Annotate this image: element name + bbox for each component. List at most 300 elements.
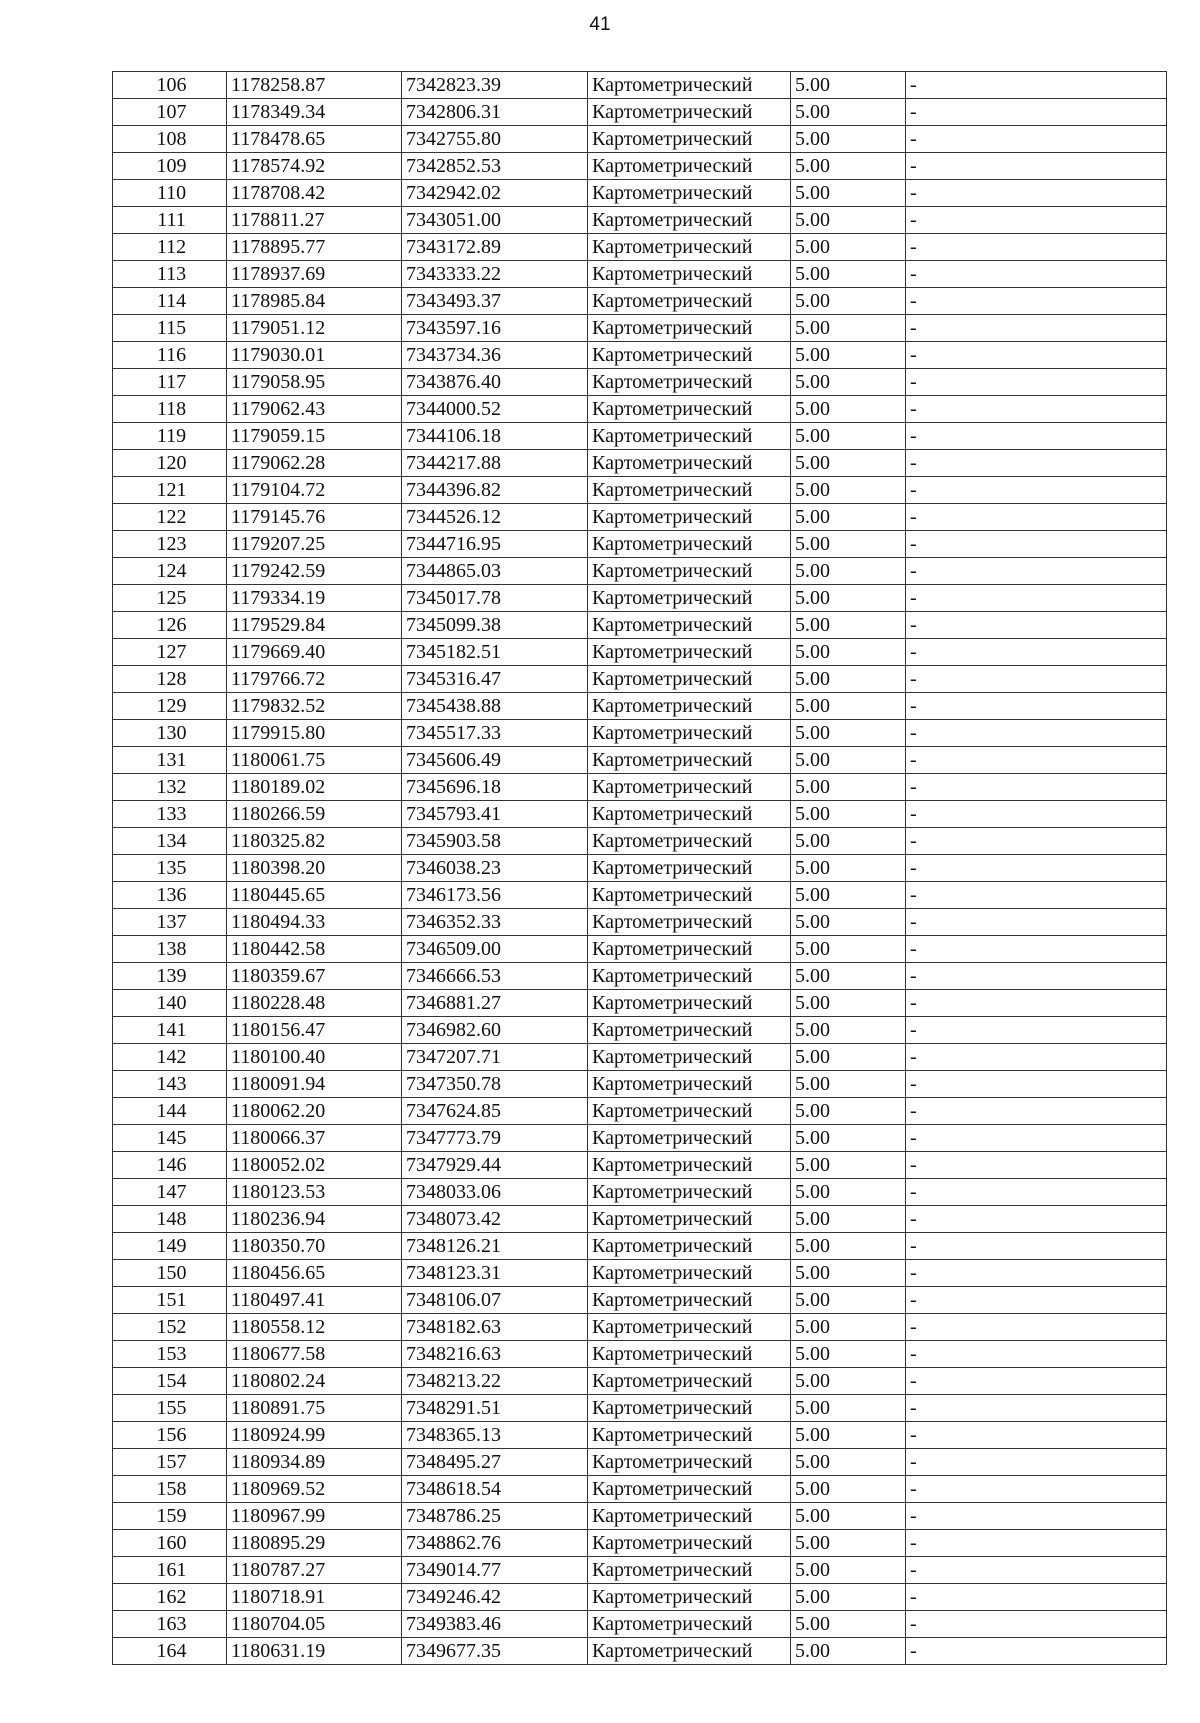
table-row [113,828,1167,855]
point-number-cell: 115 [113,315,227,342]
method-cell: Картометрический [588,1557,791,1584]
table-row [113,1449,1167,1476]
accuracy-cell: 5.00 [791,1260,906,1287]
method-cell: Картометрический [588,774,791,801]
x-coordinate-cell: 1180061.75 [227,747,402,774]
x-coordinate-cell: 1179062.28 [227,450,402,477]
method-cell: Картометрический [588,1152,791,1179]
description-cell: - [906,1233,1167,1260]
point-number-cell: 154 [113,1368,227,1395]
y-coordinate-cell: 7343172.89 [402,234,588,261]
point-number-cell: 118 [113,396,227,423]
point-number-cell: 145 [113,1125,227,1152]
table-row [113,1098,1167,1125]
y-coordinate-cell: 7344716.95 [402,531,588,558]
y-coordinate-cell: 7345903.58 [402,828,588,855]
table-row [113,585,1167,612]
y-coordinate-cell: 7344000.52 [402,396,588,423]
method-cell: Картометрический [588,1017,791,1044]
accuracy-cell: 5.00 [791,1179,906,1206]
description-cell: - [906,666,1167,693]
y-coordinate-cell: 7344396.82 [402,477,588,504]
description-cell: - [906,1638,1167,1665]
point-number-cell: 153 [113,1341,227,1368]
point-number-cell: 131 [113,747,227,774]
method-cell: Картометрический [588,963,791,990]
description-cell: - [906,639,1167,666]
table-row [113,1422,1167,1449]
x-coordinate-cell: 1179915.80 [227,720,402,747]
y-coordinate-cell: 7348073.42 [402,1206,588,1233]
x-coordinate-cell: 1180891.75 [227,1395,402,1422]
point-number-cell: 152 [113,1314,227,1341]
accuracy-cell: 5.00 [791,585,906,612]
description-cell: - [906,1287,1167,1314]
table-row [113,936,1167,963]
description-cell: - [906,99,1167,126]
table-row [113,1395,1167,1422]
y-coordinate-cell: 7348216.63 [402,1341,588,1368]
accuracy-cell: 5.00 [791,369,906,396]
table-row [113,990,1167,1017]
method-cell: Картометрический [588,1530,791,1557]
method-cell: Картометрический [588,1449,791,1476]
point-number-cell: 135 [113,855,227,882]
description-cell: - [906,1071,1167,1098]
accuracy-cell: 5.00 [791,1530,906,1557]
x-coordinate-cell: 1179051.12 [227,315,402,342]
y-coordinate-cell: 7348291.51 [402,1395,588,1422]
table-row [113,153,1167,180]
table-row [113,1530,1167,1557]
point-number-cell: 130 [113,720,227,747]
description-cell: - [906,315,1167,342]
x-coordinate-cell: 1180350.70 [227,1233,402,1260]
method-cell: Картометрический [588,207,791,234]
page-number: 41 [589,14,611,35]
x-coordinate-cell: 1180442.58 [227,936,402,963]
table-row [113,315,1167,342]
description-cell: - [906,828,1167,855]
point-number-cell: 124 [113,558,227,585]
y-coordinate-cell: 7349246.42 [402,1584,588,1611]
point-number-cell: 117 [113,369,227,396]
y-coordinate-cell: 7343734.36 [402,342,588,369]
accuracy-cell: 5.00 [791,1287,906,1314]
accuracy-cell: 5.00 [791,1314,906,1341]
method-cell: Картометрический [588,1638,791,1665]
description-cell: - [906,450,1167,477]
y-coordinate-cell: 7347624.85 [402,1098,588,1125]
y-coordinate-cell: 7345316.47 [402,666,588,693]
description-cell: - [906,1584,1167,1611]
x-coordinate-cell: 1179207.25 [227,531,402,558]
y-coordinate-cell: 7346038.23 [402,855,588,882]
x-coordinate-cell: 1180189.02 [227,774,402,801]
x-coordinate-cell: 1179062.43 [227,396,402,423]
method-cell: Картометрический [588,1341,791,1368]
y-coordinate-cell: 7348182.63 [402,1314,588,1341]
y-coordinate-cell: 7348618.54 [402,1476,588,1503]
table-row [113,882,1167,909]
x-coordinate-cell: 1178574.92 [227,153,402,180]
method-cell: Картометрический [588,585,791,612]
x-coordinate-cell: 1180631.19 [227,1638,402,1665]
accuracy-cell: 5.00 [791,1476,906,1503]
x-coordinate-cell: 1180718.91 [227,1584,402,1611]
x-coordinate-cell: 1178937.69 [227,261,402,288]
table-row [113,1584,1167,1611]
y-coordinate-cell: 7349383.46 [402,1611,588,1638]
description-cell: - [906,693,1167,720]
method-cell: Картометрический [588,342,791,369]
x-coordinate-cell: 1178258.87 [227,72,402,99]
y-coordinate-cell: 7348033.06 [402,1179,588,1206]
method-cell: Картометрический [588,1611,791,1638]
method-cell: Картометрический [588,1503,791,1530]
x-coordinate-cell: 1180091.94 [227,1071,402,1098]
table-row [113,1071,1167,1098]
y-coordinate-cell: 7345696.18 [402,774,588,801]
accuracy-cell: 5.00 [791,99,906,126]
description-cell: - [906,288,1167,315]
table-row [113,1638,1167,1665]
y-coordinate-cell: 7348106.07 [402,1287,588,1314]
method-cell: Картометрический [588,1125,791,1152]
accuracy-cell: 5.00 [791,153,906,180]
description-cell: - [906,1530,1167,1557]
description-cell: - [906,234,1167,261]
method-cell: Картометрический [588,153,791,180]
description-cell: - [906,1395,1167,1422]
accuracy-cell: 5.00 [791,1422,906,1449]
accuracy-cell: 5.00 [791,1341,906,1368]
x-coordinate-cell: 1180062.20 [227,1098,402,1125]
accuracy-cell: 5.00 [791,423,906,450]
point-number-cell: 128 [113,666,227,693]
description-cell: - [906,423,1167,450]
table-row [113,1017,1167,1044]
y-coordinate-cell: 7346173.56 [402,882,588,909]
y-coordinate-cell: 7347207.71 [402,1044,588,1071]
description-cell: - [906,153,1167,180]
method-cell: Картометрический [588,1260,791,1287]
table-row [113,72,1167,99]
x-coordinate-cell: 1179334.19 [227,585,402,612]
table-row [113,1611,1167,1638]
method-cell: Картометрический [588,855,791,882]
table-row [113,1287,1167,1314]
description-cell: - [906,1098,1167,1125]
description-cell: - [906,504,1167,531]
point-number-cell: 160 [113,1530,227,1557]
method-cell: Картометрический [588,558,791,585]
point-number-cell: 108 [113,126,227,153]
description-cell: - [906,396,1167,423]
point-number-cell: 142 [113,1044,227,1071]
table-row [113,1044,1167,1071]
x-coordinate-cell: 1178708.42 [227,180,402,207]
x-coordinate-cell: 1180066.37 [227,1125,402,1152]
method-cell: Картометрический [588,612,791,639]
description-cell: - [906,936,1167,963]
table-row [113,558,1167,585]
y-coordinate-cell: 7342755.80 [402,126,588,153]
table-row [113,450,1167,477]
x-coordinate-cell: 1179669.40 [227,639,402,666]
table-row [113,1503,1167,1530]
table-row [113,963,1167,990]
accuracy-cell: 5.00 [791,1368,906,1395]
method-cell: Картометрический [588,99,791,126]
description-cell: - [906,1503,1167,1530]
coordinates-table-body [113,72,1167,1665]
accuracy-cell: 5.00 [791,882,906,909]
accuracy-cell: 5.00 [791,963,906,990]
accuracy-cell: 5.00 [791,774,906,801]
accuracy-cell: 5.00 [791,936,906,963]
y-coordinate-cell: 7344217.88 [402,450,588,477]
x-coordinate-cell: 1180266.59 [227,801,402,828]
point-number-cell: 119 [113,423,227,450]
description-cell: - [906,963,1167,990]
y-coordinate-cell: 7343597.16 [402,315,588,342]
point-number-cell: 162 [113,1584,227,1611]
y-coordinate-cell: 7347929.44 [402,1152,588,1179]
method-cell: Картометрический [588,1098,791,1125]
x-coordinate-cell: 1178811.27 [227,207,402,234]
point-number-cell: 107 [113,99,227,126]
x-coordinate-cell: 1180359.67 [227,963,402,990]
method-cell: Картометрический [588,909,791,936]
table-row [113,531,1167,558]
x-coordinate-cell: 1180677.58 [227,1341,402,1368]
point-number-cell: 120 [113,450,227,477]
y-coordinate-cell: 7342942.02 [402,180,588,207]
accuracy-cell: 5.00 [791,801,906,828]
accuracy-cell: 5.00 [791,126,906,153]
x-coordinate-cell: 1180100.40 [227,1044,402,1071]
method-cell: Картометрический [588,882,791,909]
method-cell: Картометрический [588,639,791,666]
method-cell: Картометрический [588,1044,791,1071]
point-number-cell: 111 [113,207,227,234]
accuracy-cell: 5.00 [791,828,906,855]
x-coordinate-cell: 1180456.65 [227,1260,402,1287]
method-cell: Картометрический [588,828,791,855]
method-cell: Картометрический [588,1314,791,1341]
accuracy-cell: 5.00 [791,477,906,504]
y-coordinate-cell: 7343051.00 [402,207,588,234]
description-cell: - [906,1206,1167,1233]
point-number-cell: 161 [113,1557,227,1584]
table-row [113,1125,1167,1152]
description-cell: - [906,1314,1167,1341]
y-coordinate-cell: 7345017.78 [402,585,588,612]
point-number-cell: 134 [113,828,227,855]
table-row [113,666,1167,693]
table-row [113,423,1167,450]
accuracy-cell: 5.00 [791,1584,906,1611]
table-row [113,504,1167,531]
point-number-cell: 144 [113,1098,227,1125]
method-cell: Картометрический [588,315,791,342]
point-number-cell: 140 [113,990,227,1017]
x-coordinate-cell: 1180967.99 [227,1503,402,1530]
accuracy-cell: 5.00 [791,342,906,369]
accuracy-cell: 5.00 [791,207,906,234]
description-cell: - [906,1152,1167,1179]
description-cell: - [906,1611,1167,1638]
method-cell: Картометрический [588,1071,791,1098]
accuracy-cell: 5.00 [791,1449,906,1476]
table-row [113,126,1167,153]
description-cell: - [906,207,1167,234]
table-row [113,1152,1167,1179]
description-cell: - [906,1449,1167,1476]
point-number-cell: 157 [113,1449,227,1476]
y-coordinate-cell: 7346352.33 [402,909,588,936]
accuracy-cell: 5.00 [791,288,906,315]
method-cell: Картометрический [588,1206,791,1233]
accuracy-cell: 5.00 [791,1017,906,1044]
point-number-cell: 138 [113,936,227,963]
x-coordinate-cell: 1179030.01 [227,342,402,369]
method-cell: Картометрический [588,288,791,315]
accuracy-cell: 5.00 [791,1098,906,1125]
description-cell: - [906,882,1167,909]
point-number-cell: 141 [113,1017,227,1044]
accuracy-cell: 5.00 [791,639,906,666]
accuracy-cell: 5.00 [791,72,906,99]
x-coordinate-cell: 1180325.82 [227,828,402,855]
method-cell: Картометрический [588,450,791,477]
description-cell: - [906,342,1167,369]
accuracy-cell: 5.00 [791,315,906,342]
x-coordinate-cell: 1178895.77 [227,234,402,261]
point-number-cell: 137 [113,909,227,936]
accuracy-cell: 5.00 [791,747,906,774]
description-cell: - [906,990,1167,1017]
table-row [113,261,1167,288]
y-coordinate-cell: 7345099.38 [402,612,588,639]
table-row [113,477,1167,504]
point-number-cell: 143 [113,1071,227,1098]
method-cell: Картометрический [588,720,791,747]
accuracy-cell: 5.00 [791,1071,906,1098]
accuracy-cell: 5.00 [791,504,906,531]
y-coordinate-cell: 7343876.40 [402,369,588,396]
x-coordinate-cell: 1178349.34 [227,99,402,126]
accuracy-cell: 5.00 [791,261,906,288]
table-row [113,612,1167,639]
method-cell: Картометрический [588,72,791,99]
y-coordinate-cell: 7345793.41 [402,801,588,828]
accuracy-cell: 5.00 [791,180,906,207]
method-cell: Картометрический [588,1395,791,1422]
method-cell: Картометрический [588,747,791,774]
description-cell: - [906,720,1167,747]
description-cell: - [906,855,1167,882]
method-cell: Картометрический [588,261,791,288]
point-number-cell: 147 [113,1179,227,1206]
y-coordinate-cell: 7345182.51 [402,639,588,666]
point-number-cell: 106 [113,72,227,99]
description-cell: - [906,1341,1167,1368]
x-coordinate-cell: 1179766.72 [227,666,402,693]
point-number-cell: 158 [113,1476,227,1503]
accuracy-cell: 5.00 [791,693,906,720]
method-cell: Картометрический [588,1476,791,1503]
description-cell: - [906,1125,1167,1152]
point-number-cell: 129 [113,693,227,720]
x-coordinate-cell: 1179832.52 [227,693,402,720]
point-number-cell: 163 [113,1611,227,1638]
point-number-cell: 125 [113,585,227,612]
method-cell: Картометрический [588,1233,791,1260]
y-coordinate-cell: 7342823.39 [402,72,588,99]
table-row [113,639,1167,666]
y-coordinate-cell: 7344865.03 [402,558,588,585]
description-cell: - [906,180,1167,207]
y-coordinate-cell: 7345517.33 [402,720,588,747]
accuracy-cell: 5.00 [791,1233,906,1260]
description-cell: - [906,261,1167,288]
x-coordinate-cell: 1180787.27 [227,1557,402,1584]
method-cell: Картометрический [588,801,791,828]
description-cell: - [906,1476,1167,1503]
method-cell: Картометрический [588,1287,791,1314]
table-row [113,234,1167,261]
description-cell: - [906,369,1167,396]
point-number-cell: 159 [113,1503,227,1530]
y-coordinate-cell: 7343333.22 [402,261,588,288]
table-row [113,747,1167,774]
y-coordinate-cell: 7346509.00 [402,936,588,963]
x-coordinate-cell: 1180123.53 [227,1179,402,1206]
table-row [113,774,1167,801]
point-number-cell: 122 [113,504,227,531]
accuracy-cell: 5.00 [791,234,906,261]
accuracy-cell: 5.00 [791,1611,906,1638]
accuracy-cell: 5.00 [791,612,906,639]
description-cell: - [906,1017,1167,1044]
description-cell: - [906,477,1167,504]
accuracy-cell: 5.00 [791,990,906,1017]
table-row [113,1260,1167,1287]
y-coordinate-cell: 7342852.53 [402,153,588,180]
point-number-cell: 113 [113,261,227,288]
accuracy-cell: 5.00 [791,396,906,423]
table-row [113,1179,1167,1206]
point-number-cell: 150 [113,1260,227,1287]
point-number-cell: 156 [113,1422,227,1449]
accuracy-cell: 5.00 [791,1044,906,1071]
description-cell: - [906,801,1167,828]
y-coordinate-cell: 7345438.88 [402,693,588,720]
accuracy-cell: 5.00 [791,855,906,882]
table-row [113,1341,1167,1368]
method-cell: Картометрический [588,531,791,558]
point-number-cell: 109 [113,153,227,180]
accuracy-cell: 5.00 [791,1557,906,1584]
method-cell: Картометрический [588,477,791,504]
accuracy-cell: 5.00 [791,720,906,747]
accuracy-cell: 5.00 [791,909,906,936]
method-cell: Картометрический [588,180,791,207]
x-coordinate-cell: 1180494.33 [227,909,402,936]
method-cell: Картометрический [588,126,791,153]
